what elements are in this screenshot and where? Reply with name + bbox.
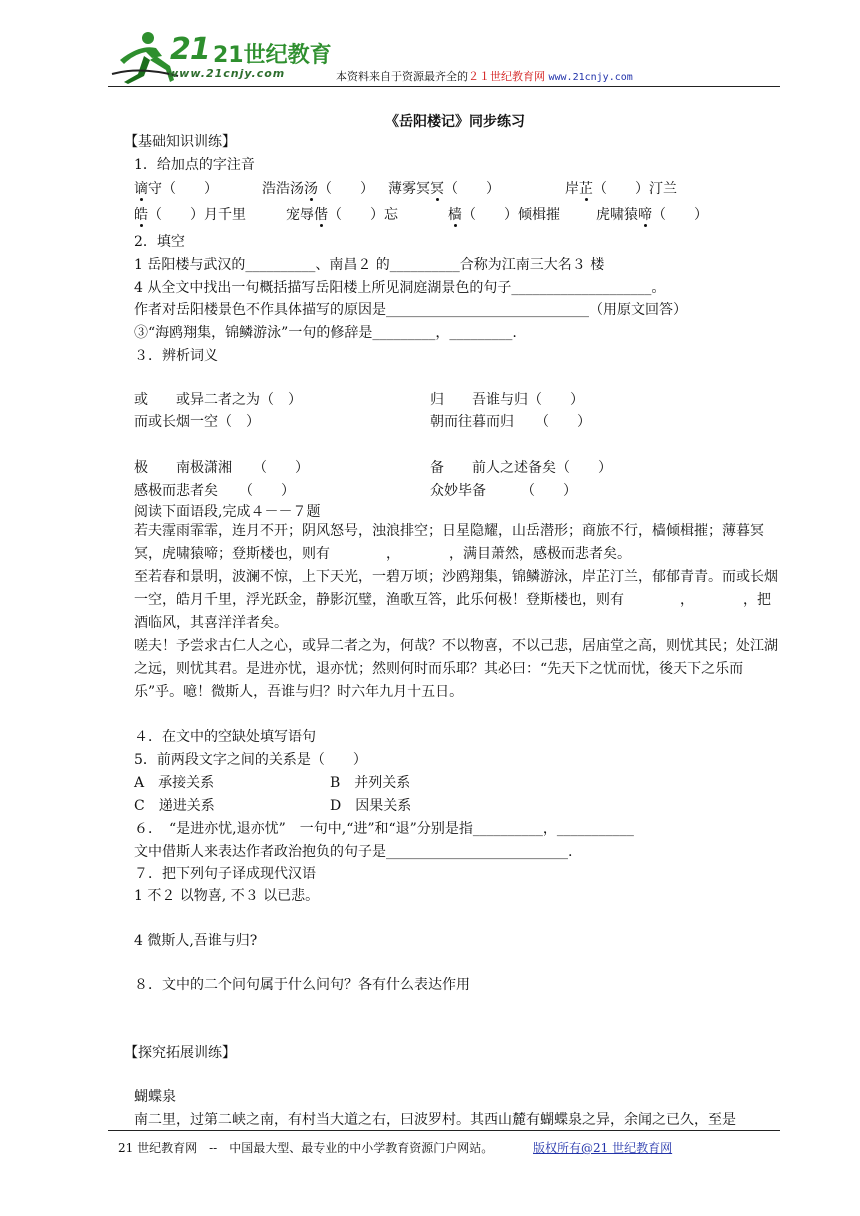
q2-line: 1 岳阳楼与武汉的__________、南昌２ 的__________合称为江南三大名３ 楼 xyxy=(134,257,605,273)
q3-item: 而或长烟一空（ ） xyxy=(134,414,260,430)
q2-label: 2．填空 xyxy=(134,234,185,250)
q7-item: 4 微斯人,吾谁与归? xyxy=(134,933,258,949)
q5-option: A 承接关系 xyxy=(134,775,215,791)
q1-item: 宠辱偕（ ）忘 xyxy=(286,207,398,223)
q7-label: ７．把下列句子译成现代汉语 xyxy=(134,866,316,882)
logo-url: www.21cnjy.com xyxy=(168,67,286,80)
q1-item: 谪守（ ） xyxy=(134,181,218,197)
q2-line: ③“海鸥翔集，锦鳞游泳”一句的修辞是_________，_________. xyxy=(134,325,517,341)
q7-item: 1 不２ 以物喜, 不３ 以已悲。 xyxy=(134,888,320,904)
footer-rule xyxy=(108,1130,780,1131)
site-logo xyxy=(110,30,332,90)
q4-label: ４．在文中的空缺处填写语句 xyxy=(134,729,316,745)
header-note-prefix: 本资料来自于资源最齐全的 xyxy=(336,70,468,83)
q1-item: 薄雾冥冥（ ） xyxy=(388,181,500,197)
q1-item: 虎啸猿啼（ ） xyxy=(596,207,708,223)
q6-line: 文中借斯人来表达作者政治抱负的句子是__________________________. xyxy=(134,844,573,860)
reading-intro: 阅读下面语段,完成４－－７题 xyxy=(134,504,321,520)
q1-item: 樯（ ）倾楫摧 xyxy=(448,207,560,223)
explore-subtitle: 蝴蝶泉 xyxy=(134,1089,176,1105)
header-url-link[interactable]: www.21cnjy.com xyxy=(548,72,633,83)
header-note xyxy=(336,68,633,84)
q3-item: 备 前人之述备矣（ ） xyxy=(430,460,612,476)
q6-label: ６． “是进亦忧,退亦忧” 一句中,“进”和“退”分别是指__________，___________ xyxy=(134,821,634,837)
q3-item: 极 南极潇湘 （ ） xyxy=(134,460,309,476)
q3-item: 众妙毕备 （ ） xyxy=(430,483,577,499)
q5-option: B 并列关系 xyxy=(330,775,411,791)
passage-paragraph: 嗟夫！予尝求古仁人之心，或异二者之为，何哉？不以物喜，不以己悲，居庙堂之高，则忧其民；处江湖之远，则忧其君。是进亦忧，退亦忧；然则何时而乐耶？其必曰：“先天下之忧而忧，後天下之乐而乐”乎。噫！微斯人，吾谁与归？时六年九月十五日。 xyxy=(134,638,778,700)
passage-paragraph: 至若春和景明，波澜不惊，上下天光，一碧万顷；沙鸥翔集，锦鳞游泳，岸芷汀兰，郁郁青青。而或长烟一空，皓月千里，浮光跃金，静影沉璧，渔歌互答，此乐何极！登斯楼也，则有 ， ，把酒临风，其喜洋洋者矣。 xyxy=(134,569,778,631)
passage-paragraph: 若夫霪雨霏霏，连月不开；阴风怒号，浊浪排空；日星隐耀，山岳潜形；商旅不行，樯倾楫摧；薄暮冥冥，虎啸猿啼；登斯楼也，则有 ， ，满目萧然，感极而悲者矣。 xyxy=(134,523,764,562)
header-rule xyxy=(108,86,780,87)
q8-label: ８．文中的二个问句属于什么问句？各有什么表达作用 xyxy=(134,977,470,993)
logo-number: 21 xyxy=(170,32,210,67)
q3-item: 朝而往暮而归 （ ） xyxy=(430,414,591,430)
explore-paragraph: 南二里，过第二峡之南，有村当大道之右，曰波罗村。其西山麓有蝴蝶泉之异，余闻之已久，至是 xyxy=(134,1112,736,1128)
footer xyxy=(118,1139,672,1156)
q1-item: 皓（ ）月千里 xyxy=(134,207,246,223)
q1-label: 1．给加点的字注音 xyxy=(134,157,255,173)
footer-text: 21 世纪教育网 -- 中国最大型、最专业的中小学教育资源门户网站。 xyxy=(118,1141,494,1155)
header-site-link[interactable]: ２１世纪教育网 xyxy=(468,70,545,83)
q1-item: 浩浩汤汤（ ） xyxy=(262,181,374,197)
q3-item: 或 或异二者之为（ ） xyxy=(134,392,302,408)
q5-option: D 因果关系 xyxy=(330,798,412,814)
section-heading-basic: 【基础知识训练】 xyxy=(124,134,236,150)
page-title: 《岳阳楼记》同步练习 xyxy=(385,114,525,130)
q3-label: ３．辨析词义 xyxy=(134,348,218,364)
q1-item: 岸芷（ ）汀兰 xyxy=(565,181,677,197)
logo-text: 21世纪教育 xyxy=(213,43,332,68)
q3-item: 感极而悲者矣 （ ） xyxy=(134,483,295,499)
q3-item: 归 吾谁与归（ ） xyxy=(430,392,584,408)
footer-copyright-link[interactable]: 版权所有@21 世纪教育网 xyxy=(533,1141,673,1155)
q2-line: 作者对岳阳楼景色不作具体描写的原因是_____________________________（用原文回答） xyxy=(134,302,687,318)
q5-option: C 递进关系 xyxy=(134,798,215,814)
section-heading-explore: 【探究拓展训练】 xyxy=(124,1045,236,1061)
q2-line: 4 从全文中找出一句概括描写岳阳楼上所见洞庭湖景色的句子____________________。 xyxy=(134,280,666,296)
q5-label: 5．前两段文字之间的关系是（ ） xyxy=(134,752,367,768)
